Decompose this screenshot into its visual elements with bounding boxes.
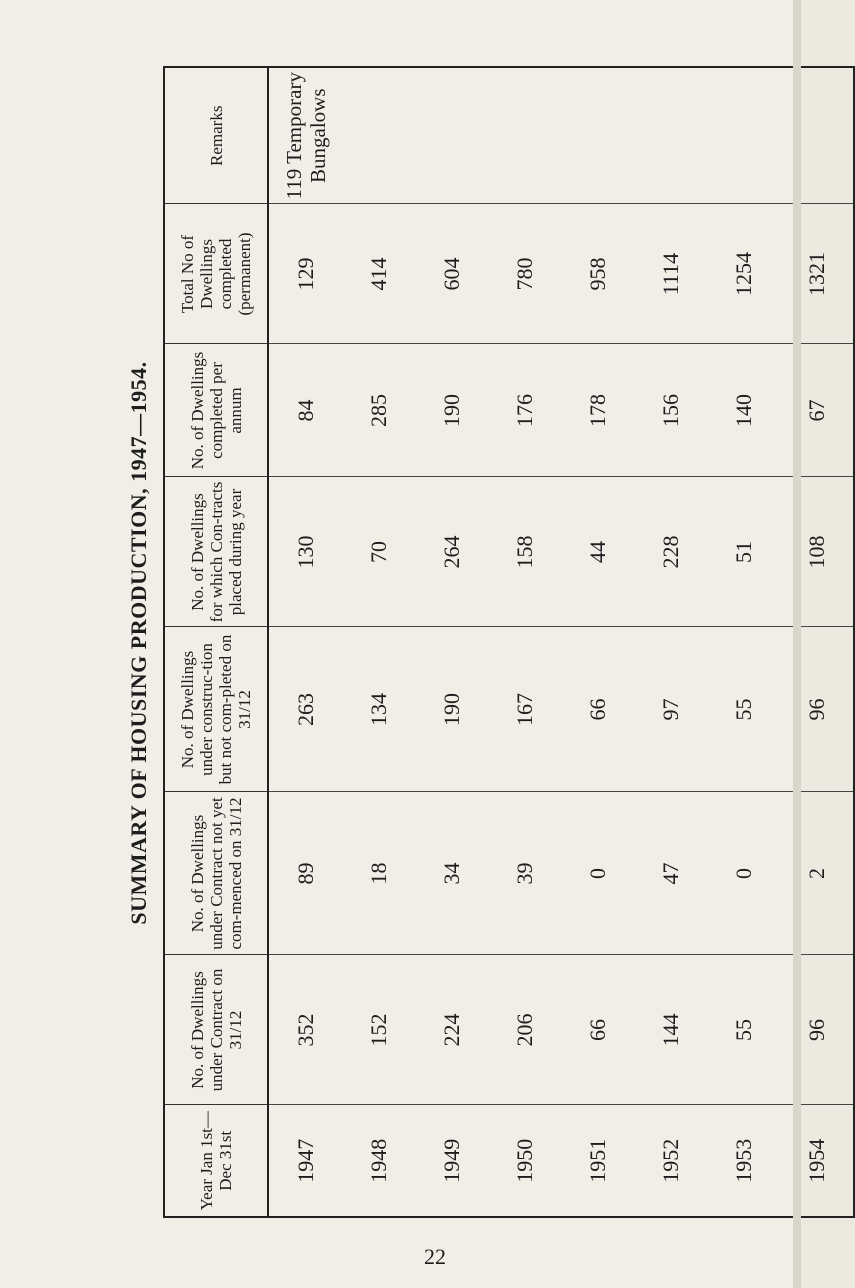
cell-remarks [488, 67, 561, 204]
cell-completed: 285 [342, 344, 415, 477]
cell-completed: 176 [488, 344, 561, 477]
cell-total: 780 [488, 204, 561, 344]
cell-total: 129 [268, 204, 342, 344]
cell-under-construction: 134 [342, 627, 415, 792]
cell-year: 1948 [342, 1105, 415, 1217]
cell-not-commenced: 0 [707, 792, 780, 955]
cell-completed: 67 [780, 344, 854, 477]
cell-not-commenced: 0 [561, 792, 634, 955]
header-contracts-placed: No. of Dwellings for which Con-tracts placed during year [164, 477, 268, 627]
cell-under-construction: 190 [415, 627, 488, 792]
cell-year: 1951 [561, 1105, 634, 1217]
header-remarks: Remarks [164, 67, 268, 204]
cell-contracts-placed: 70 [342, 477, 415, 627]
cell-completed: 190 [415, 344, 488, 477]
cell-contracts-placed: 44 [561, 477, 634, 627]
cell-contracts-placed: 108 [780, 477, 854, 627]
header-year: Year Jan 1st— Dec 31st [164, 1105, 268, 1217]
table-row [268, 67, 342, 1217]
cell-total: 1114 [634, 204, 707, 344]
header-under-contract: No. of Dwellings under Contract on 31/12 [164, 955, 268, 1105]
cell-completed: 84 [268, 344, 342, 477]
cell-under-contract: 206 [488, 955, 561, 1105]
table-body [268, 67, 854, 1217]
page-edge [793, 0, 801, 1288]
cell-year: 1947 [268, 1105, 342, 1217]
table-row [415, 67, 488, 1217]
cell-under-contract: 224 [415, 955, 488, 1105]
cell-contracts-placed: 228 [634, 477, 707, 627]
header-under-construction: No. of Dwellings under construc-tion but not com-pleted on 31/12 [164, 627, 268, 792]
cell-remarks [342, 67, 415, 204]
cell-year: 1952 [634, 1105, 707, 1217]
page-number: 22 [424, 1244, 446, 1269]
cell-contracts-placed: 51 [707, 477, 780, 627]
cell-remarks [707, 67, 780, 204]
cell-total: 1321 [780, 204, 854, 344]
cell-total: 1254 [707, 204, 780, 344]
cell-total: 414 [342, 204, 415, 344]
rotated-content [115, 68, 829, 1218]
cell-completed: 156 [634, 344, 707, 477]
table-header-row [164, 67, 268, 1217]
cell-under-contract: 144 [634, 955, 707, 1105]
cell-under-construction: 55 [707, 627, 780, 792]
table-row [634, 67, 707, 1217]
cell-under-contract: 66 [561, 955, 634, 1105]
cell-contracts-placed: 264 [415, 477, 488, 627]
cell-not-commenced: 39 [488, 792, 561, 955]
cell-total: 604 [415, 204, 488, 344]
table-row [488, 67, 561, 1217]
cell-under-contract: 55 [707, 955, 780, 1105]
header-total-completed: Total No of Dwellings completed (permanent) [164, 204, 268, 344]
cell-total: 958 [561, 204, 634, 344]
cell-under-construction: 96 [780, 627, 854, 792]
cell-not-commenced: 18 [342, 792, 415, 955]
cell-contracts-placed: 158 [488, 477, 561, 627]
header-completed-per-annum: No. of Dwellings completed per annum [164, 344, 268, 477]
cell-under-construction: 97 [634, 627, 707, 792]
cell-not-commenced: 47 [634, 792, 707, 955]
header-not-commenced: No. of Dwellings under Contract not yet com-menced on 31/12 [164, 792, 268, 955]
cell-not-commenced: 2 [780, 792, 854, 955]
cell-under-construction: 167 [488, 627, 561, 792]
cell-completed: 140 [707, 344, 780, 477]
table-row [342, 67, 415, 1217]
cell-remarks [561, 67, 634, 204]
cell-not-commenced: 34 [415, 792, 488, 955]
cell-year: 1950 [488, 1105, 561, 1217]
cell-under-contract: 96 [780, 955, 854, 1105]
cell-under-contract: 152 [342, 955, 415, 1105]
cell-under-construction: 66 [561, 627, 634, 792]
cell-remarks: 119 Temporary Bungalows [268, 67, 342, 204]
cell-not-commenced: 89 [268, 792, 342, 955]
cell-under-contract: 352 [268, 955, 342, 1105]
cell-remarks [634, 67, 707, 204]
table-row [707, 67, 780, 1217]
cell-year: 1953 [707, 1105, 780, 1217]
table-row [561, 67, 634, 1217]
cell-year: 1949 [415, 1105, 488, 1217]
cell-remarks [780, 67, 854, 204]
cell-year: 1954 [780, 1105, 854, 1217]
cell-remarks [415, 67, 488, 204]
cell-completed: 178 [561, 344, 634, 477]
housing-summary-table [163, 66, 855, 1218]
cell-under-construction: 263 [268, 627, 342, 792]
table-row [780, 67, 854, 1217]
cell-contracts-placed: 130 [268, 477, 342, 627]
page-title: SUMMARY OF HOUSING PRODUCTION, 1947—1954. [126, 361, 151, 925]
